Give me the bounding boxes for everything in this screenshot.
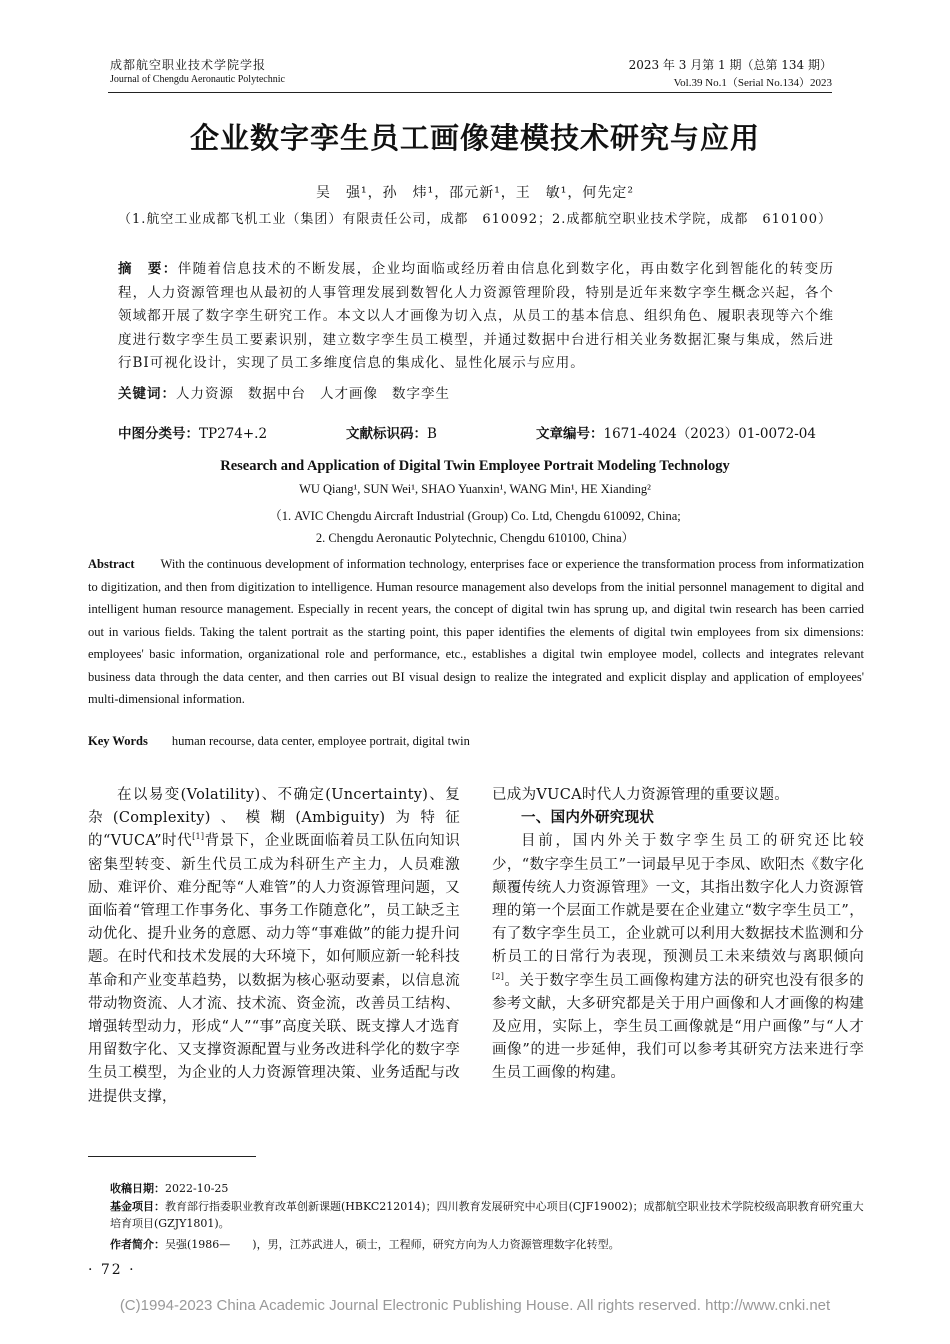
footnote-label: 基金项目：	[110, 1200, 165, 1213]
footnote-author	[110, 1236, 870, 1253]
abstract-cn	[118, 258, 834, 376]
keywords-en-label: Key Words	[88, 734, 148, 748]
issue-info-cn: 2023 年 3 月第 1 期（总第 134 期）	[628, 58, 832, 72]
section-heading: 一、国内外研究现状	[521, 810, 655, 827]
article-number-value: 1671-4024（2023）01-0072-04	[603, 426, 816, 442]
abstract-en	[88, 553, 864, 711]
body-text: 。关于数字孪生员工画像构建方法的研究也没有很多的参考文献，大多研究都是关于用户画像和人才画像的构建及应用，实际上，孪生员工画像就是“用户画像”与“人才画像”的进一步延伸，我们可以参考其研究方法来进行孪生员工画像的构建。	[492, 972, 864, 1082]
doc-code-label: 文献标识码：	[346, 426, 427, 442]
citation[interactable]: [1]	[192, 832, 205, 842]
abstract-cn-text: 伴随着信息技术的不断发展，企业均面临或经历着由信息化到数字化，再由数字化到智能化的转变历程，人力资源管理也从最初的人事管理发展到数智化人力资源管理阶段，特别是近年来数字孪生概念兴起，各个领域都开展了数字孪生研究工作。本文以人才画像为切入点，从员工的基本信息、组织角色、履职表现等六个维度进行数字孪生员工要素识别，建立数字孪生员工模型，并通过数据中台进行相关业务数据汇聚与集成，然后进行BI可视化设计，实现了员工多维度信息的集成化、显性化展示与应用。	[118, 261, 834, 371]
affiliation-cn: （1.航空工业成都飞机工业（集团）有限责任公司，成都 610092；2.成都航空职业技术学院，成都 610100）	[117, 212, 833, 227]
page-number: · 72 ·	[88, 1262, 136, 1278]
authors-cn: 吴 强¹，孙 炜¹，邵元新¹，王 敏¹，何先定²	[315, 185, 635, 201]
body-paragraph	[88, 784, 460, 1109]
copyright-footer: (C)1994-2023 China Academic Journal Electronic Publishing House. All rights reserved. http://www.cnki.net	[119, 1297, 831, 1314]
footnote-rule	[88, 1156, 256, 1157]
authors-en: WU Qiang¹, SUN Wei¹, SHAO Yuanxin¹, WANG Min¹, HE Xianding²	[299, 482, 651, 496]
keywords-cn-label: 关键词：	[118, 386, 176, 402]
paper-title: 企业数字孪生员工画像建模技术研究与应用	[189, 121, 760, 155]
keywords-en	[88, 734, 470, 749]
affiliation-en-1: （1. AVIC Chengdu Aircraft Industrial (Group) Co. Ltd, Chengdu 610092, China;	[269, 509, 681, 523]
body-left-column	[88, 784, 460, 1109]
keywords-en-text: human recourse, data center, employee portrait, digital twin	[171, 734, 470, 748]
footnote-text: 教育部行指委职业教育改革创新课题(HBKC212014)；四川教育发展研究中心项目(CJF19002)；成都航空职业技术学院校级高职教育研究重大培育项目(GZJY1801)。	[110, 1200, 864, 1230]
footnote-fund	[110, 1198, 870, 1232]
issue-info-en: Vol.39 No.1（Serial No.134）2023	[673, 77, 832, 89]
header-rule	[108, 92, 832, 93]
affiliation-en-2: 2. Chengdu Aeronautic Polytechnic, Chengdu 610100, China）	[315, 531, 635, 545]
body-paragraph	[492, 830, 864, 1085]
paper-title-en: Research and Application of Digital Twin Employee Portrait Modeling Technology	[220, 458, 730, 474]
doc-code	[346, 422, 437, 442]
doc-code-value: B	[427, 426, 437, 442]
footnote-label: 作者简介：	[110, 1238, 165, 1251]
abstract-en-text: With the continuous development of information technology, enterprises face or experience the transformation process from informatization to digitization, and then from digitization to intelligence. Human resource management also develops from the initial personnel management to digital and intelligent human resource management. Especially in recent years, the concept of digital twin has sprung up, and digital twin research has been carried out in various fields. Taking the talent portrait as the starting point, this paper identifies the elements of digital twin employees from six dimensions: employees' basic information, organizational role and performance, etc., establishes a digital twin employee model, collects and integrates relevant business data through the data center, and then carries out BI visual design to realize the integrated and explicit display and application of employees' multi-dimensional information.	[88, 557, 864, 706]
keyword: 人才画像	[320, 386, 378, 402]
body-text: 在以易变(Volatility)、不确定(Uncertainty)、复杂(Complexity)、模糊(Ambiguity)为特征的“VUCA”时代	[88, 787, 460, 850]
article-number	[536, 422, 816, 442]
clc-value: TP274+.2	[199, 426, 268, 442]
footnote-text: 吴强(1986— )，男，江苏武进人，硕士，工程师，研究方向为人力资源管理数字化转型。	[165, 1238, 620, 1251]
keyword: 数字孪生	[392, 386, 450, 402]
clc-label: 中图分类号：	[118, 426, 199, 442]
journal-name-cn: 成都航空职业技术学院学报	[110, 58, 267, 72]
article-number-label: 文章编号：	[536, 426, 604, 442]
abstract-en-label: Abstract	[88, 557, 135, 571]
keyword: 数据中台	[248, 386, 306, 402]
footnote-label: 收稿日期：	[110, 1182, 165, 1195]
body-right-column	[492, 784, 864, 1086]
body-text: 目前，国内外关于数字孪生员工的研究还比较少，“数字孪生员工”一词最早见于李凤、欧阳杰《数字化颠覆传统人力资源管理》一文，其指出数字化人力资源管理的第一个层面工作就是要在企业建立“数字孪生员工”，有了数字孪生员工，企业就可以利用大数据技术监测和分析员工的日常行为表现，预测员工未来绩效与离职倾向	[492, 833, 864, 966]
abstract-cn-label: 摘 要：	[118, 261, 178, 277]
footnote-text: 2022-10-25	[165, 1182, 229, 1195]
citation[interactable]: [2]	[492, 971, 505, 981]
keyword: 人力资源	[176, 386, 234, 402]
journal-name-en: Journal of Chengdu Aeronautic Polytechnic	[110, 74, 285, 85]
keywords-cn	[118, 382, 464, 402]
body-paragraph: 已成为VUCA时代人力资源管理的重要议题。	[492, 787, 790, 803]
clc-number	[118, 422, 267, 442]
body-text: 背景下，企业既面临着员工队伍向知识密集型转变、新生代员工成为科研生产主力，人员难激励、难评价、难分配等“人难管”的人力资源管理问题，又面临着“管理工作事务化、事务工作随意化”，员工缺乏主动优化、提升业务的意愿、动力等“事难做”的能力提升问题。在时代和技术发展的大环境下，如何顺应新一轮科技革命和产业变革趋势，以数据为核心驱动要素，以信息流带动物资流、人才流、技术流、资金流，改善员工结构、增强转型动力，形成“人”“事”高度关联、既支撑人才选育用留数字化、又支撑资源配置与业务改进科学化的数字孪生员工模型，为企业的人力资源管理决策、业务适配与改进提供支撑，	[88, 833, 460, 1105]
footnote-received	[110, 1180, 870, 1197]
